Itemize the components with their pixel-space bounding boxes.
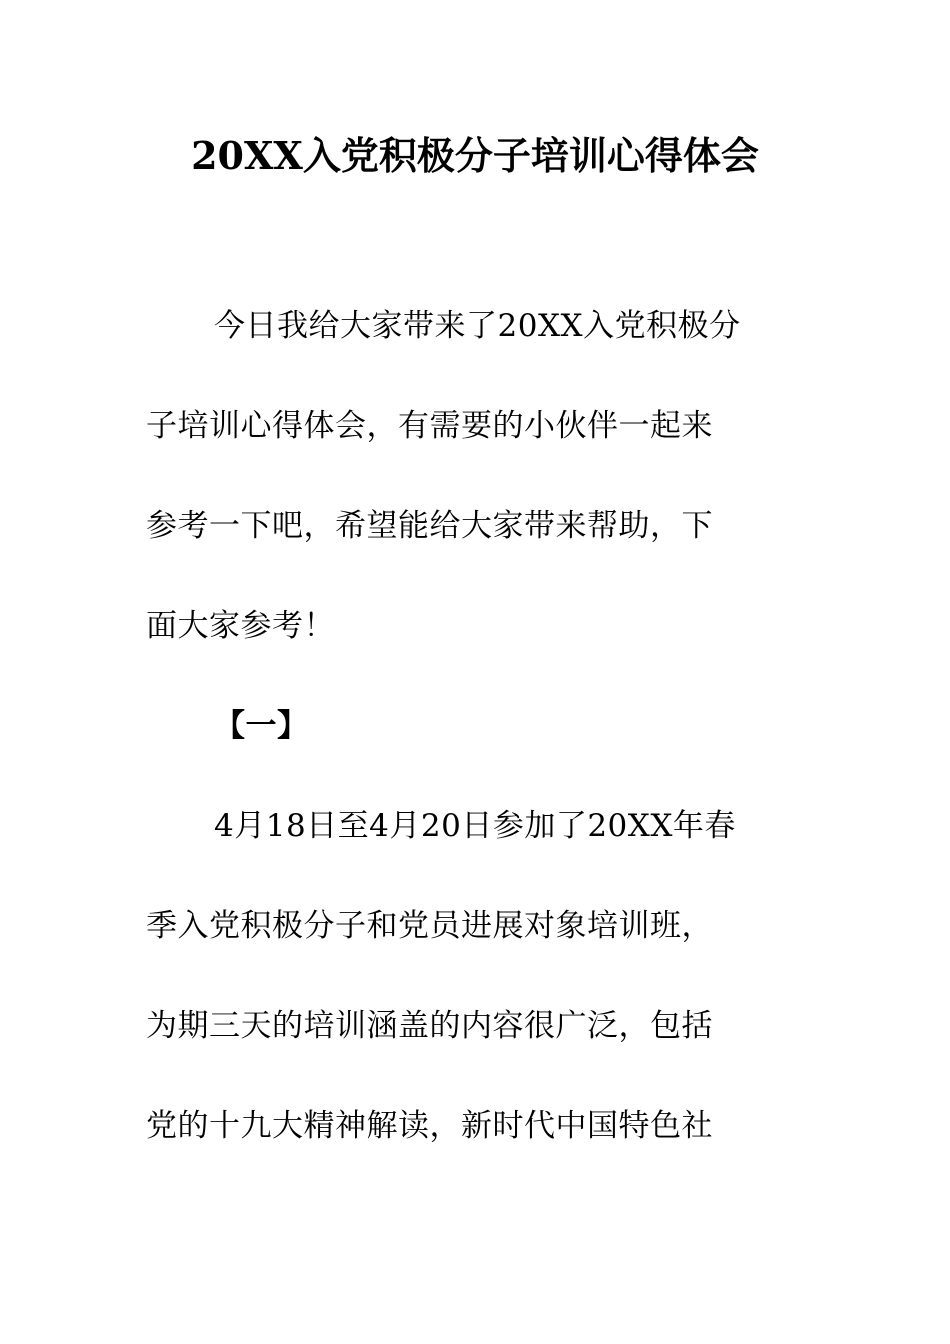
document-title: 20XX入党积极分子培训心得体会 [191, 133, 759, 178]
body-line-3: 参考一下吧，希望能给大家带来帮助，下 [146, 508, 713, 544]
body-line-1: 今日我给大家带来了20XX入党积极分 [214, 308, 741, 344]
section-heading: 【一】 [214, 708, 309, 744]
body-line-2: 子培训心得体会，有需要的小伙伴一起来 [146, 408, 713, 444]
body-line-7: 为期三天的培训涵盖的内容很广泛，包括 [146, 1008, 713, 1044]
body-line-8: 党的十九大精神解读，新时代中国特色社 [146, 1108, 713, 1144]
body-line-4: 面大家参考！ [146, 608, 335, 644]
body-line-5: 4月18日至4月20日参加了20XX年春 [214, 808, 736, 844]
body-line-6: 季入党积极分子和党员进展对象培训班， [146, 908, 713, 944]
